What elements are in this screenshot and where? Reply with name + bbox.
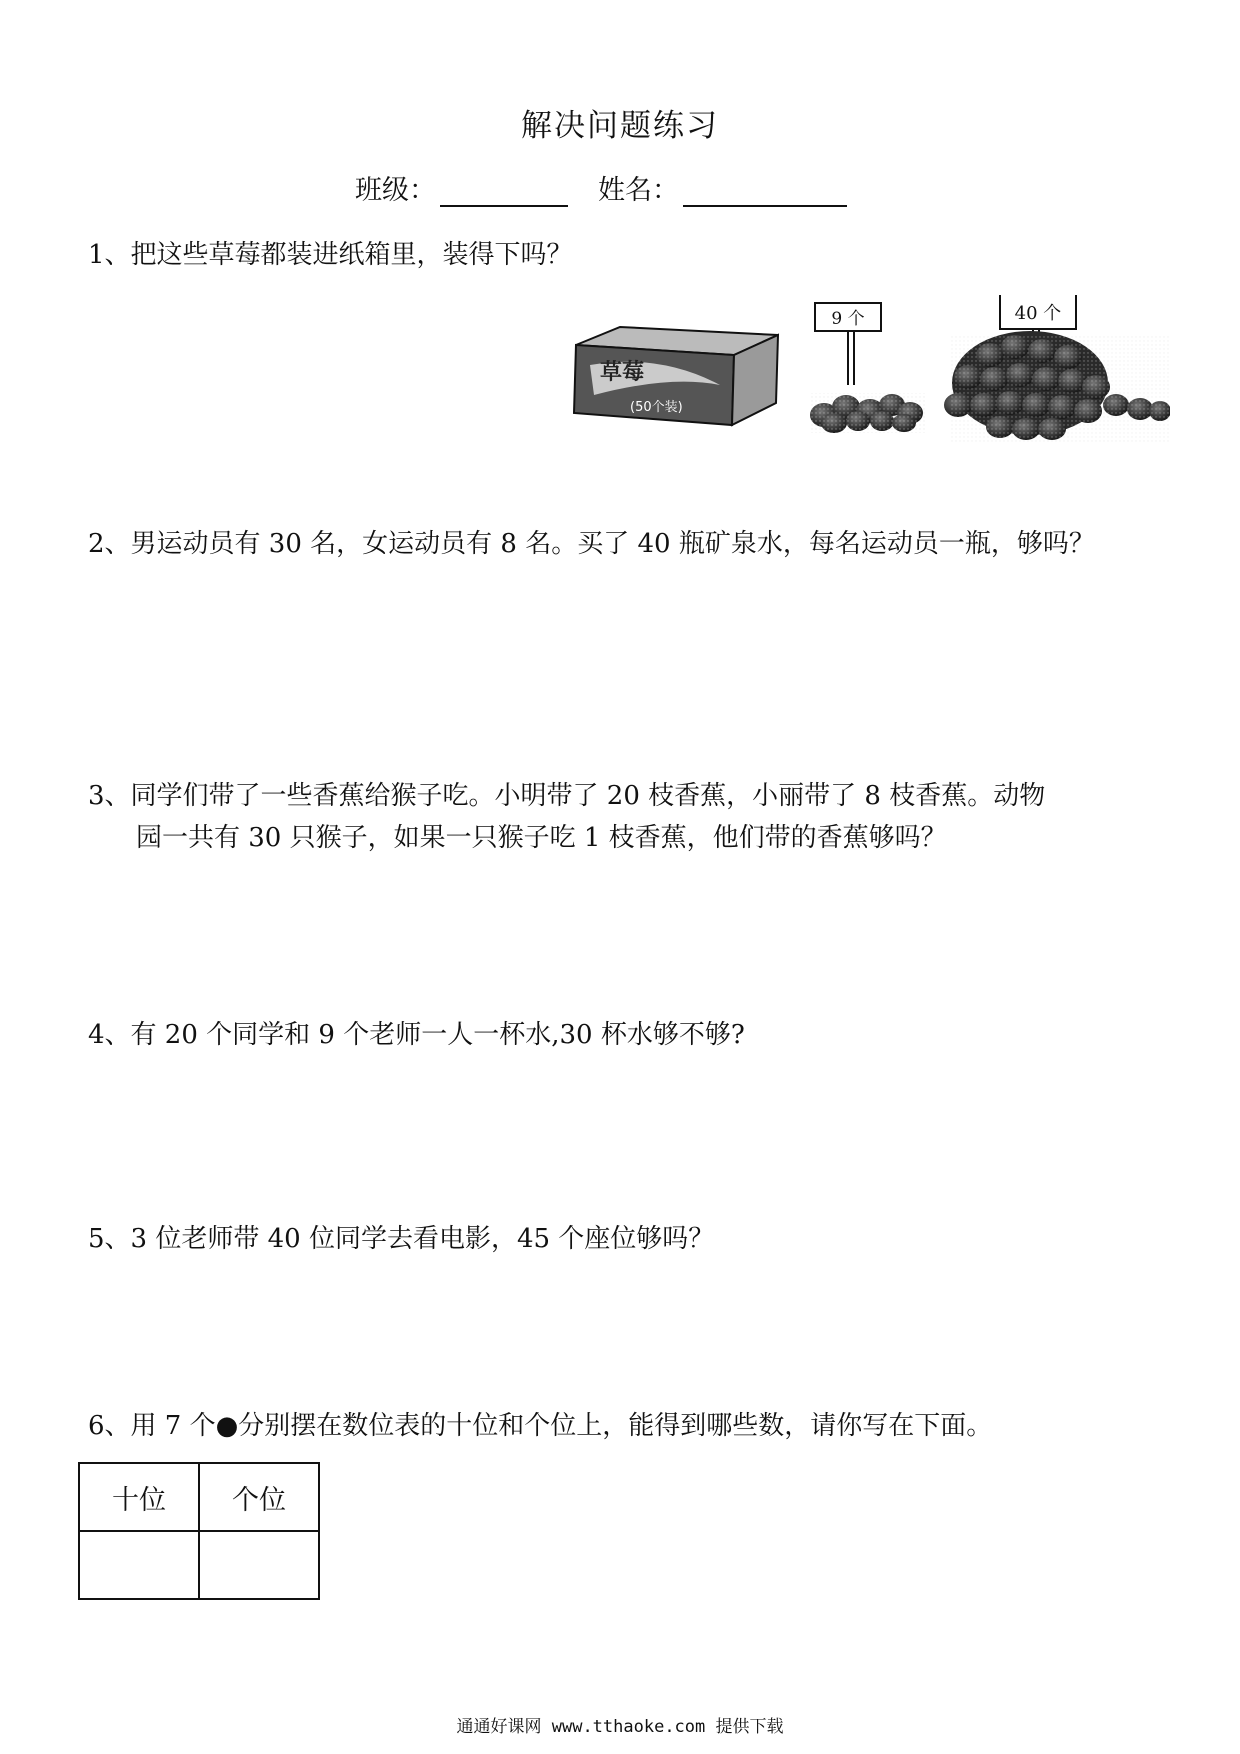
question-2 <box>88 523 1095 565</box>
question-text: 1、把这些草莓都装进纸箱里，装得下吗？ <box>88 240 573 270</box>
question-text: 2、男运动员有 30 名，女运动员有 8 名。买了 40 瓶矿泉水，每名运动员一瓶，够吗？ <box>88 529 1095 559</box>
student-info-line <box>355 168 847 207</box>
ones-answer-cell[interactable] <box>199 1531 319 1599</box>
tens-header: 十位 <box>79 1463 199 1531</box>
page-footer: 通通好课网 www.tthaoke.com 提供下载 <box>456 1717 784 1737</box>
strawberry-box-icon <box>574 327 778 425</box>
large-pile-label: 40 个 <box>1014 303 1062 324</box>
question-4 <box>88 1014 745 1056</box>
question-5 <box>88 1218 714 1260</box>
table-header-row <box>79 1463 319 1531</box>
name-label: 姓名： <box>598 175 679 206</box>
question-text: 4、有 20 个同学和 9 个老师一人一杯水,30 杯水够不够? <box>88 1020 745 1050</box>
question-1 <box>88 234 573 276</box>
class-blank[interactable] <box>440 175 568 207</box>
large-strawberry-pile-icon <box>944 331 1170 443</box>
small-pile-label: 9 个 <box>831 309 865 329</box>
class-label: 班级： <box>355 175 436 206</box>
small-pile-sign <box>815 303 881 385</box>
question-6 <box>88 1405 992 1447</box>
tens-answer-cell[interactable] <box>79 1531 199 1599</box>
strawberry-illustration <box>570 295 1170 445</box>
ones-header: 个位 <box>199 1463 319 1531</box>
question-3 <box>88 775 1045 859</box>
small-strawberry-pile-icon <box>810 393 925 433</box>
box-sub-label: (50个装) <box>630 400 683 415</box>
question-text: 5、3 位老师带 40 位同学去看电影，45 个座位够吗？ <box>88 1224 715 1254</box>
name-blank[interactable] <box>683 175 847 207</box>
question-text-line-1: 3、同学们带了一些香蕉给猴子吃。小明带了 20 枝香蕉，小丽带了 8 枝香蕉。动物 <box>88 781 1046 811</box>
question-text: 6、用 7 个●分别摆在数位表的十位和个位上，能得到哪些数，请你写在下面。 <box>88 1411 993 1441</box>
page-title: 解决问题练习 <box>521 108 719 144</box>
box-label: 草莓 <box>600 359 645 385</box>
question-text-line-2: 园一共有 30 只猴子，如果一只猴子吃 1 枝香蕉，他们带的香蕉够吗？ <box>136 823 947 853</box>
table-answer-row <box>79 1531 319 1599</box>
place-value-table <box>78 1462 320 1600</box>
